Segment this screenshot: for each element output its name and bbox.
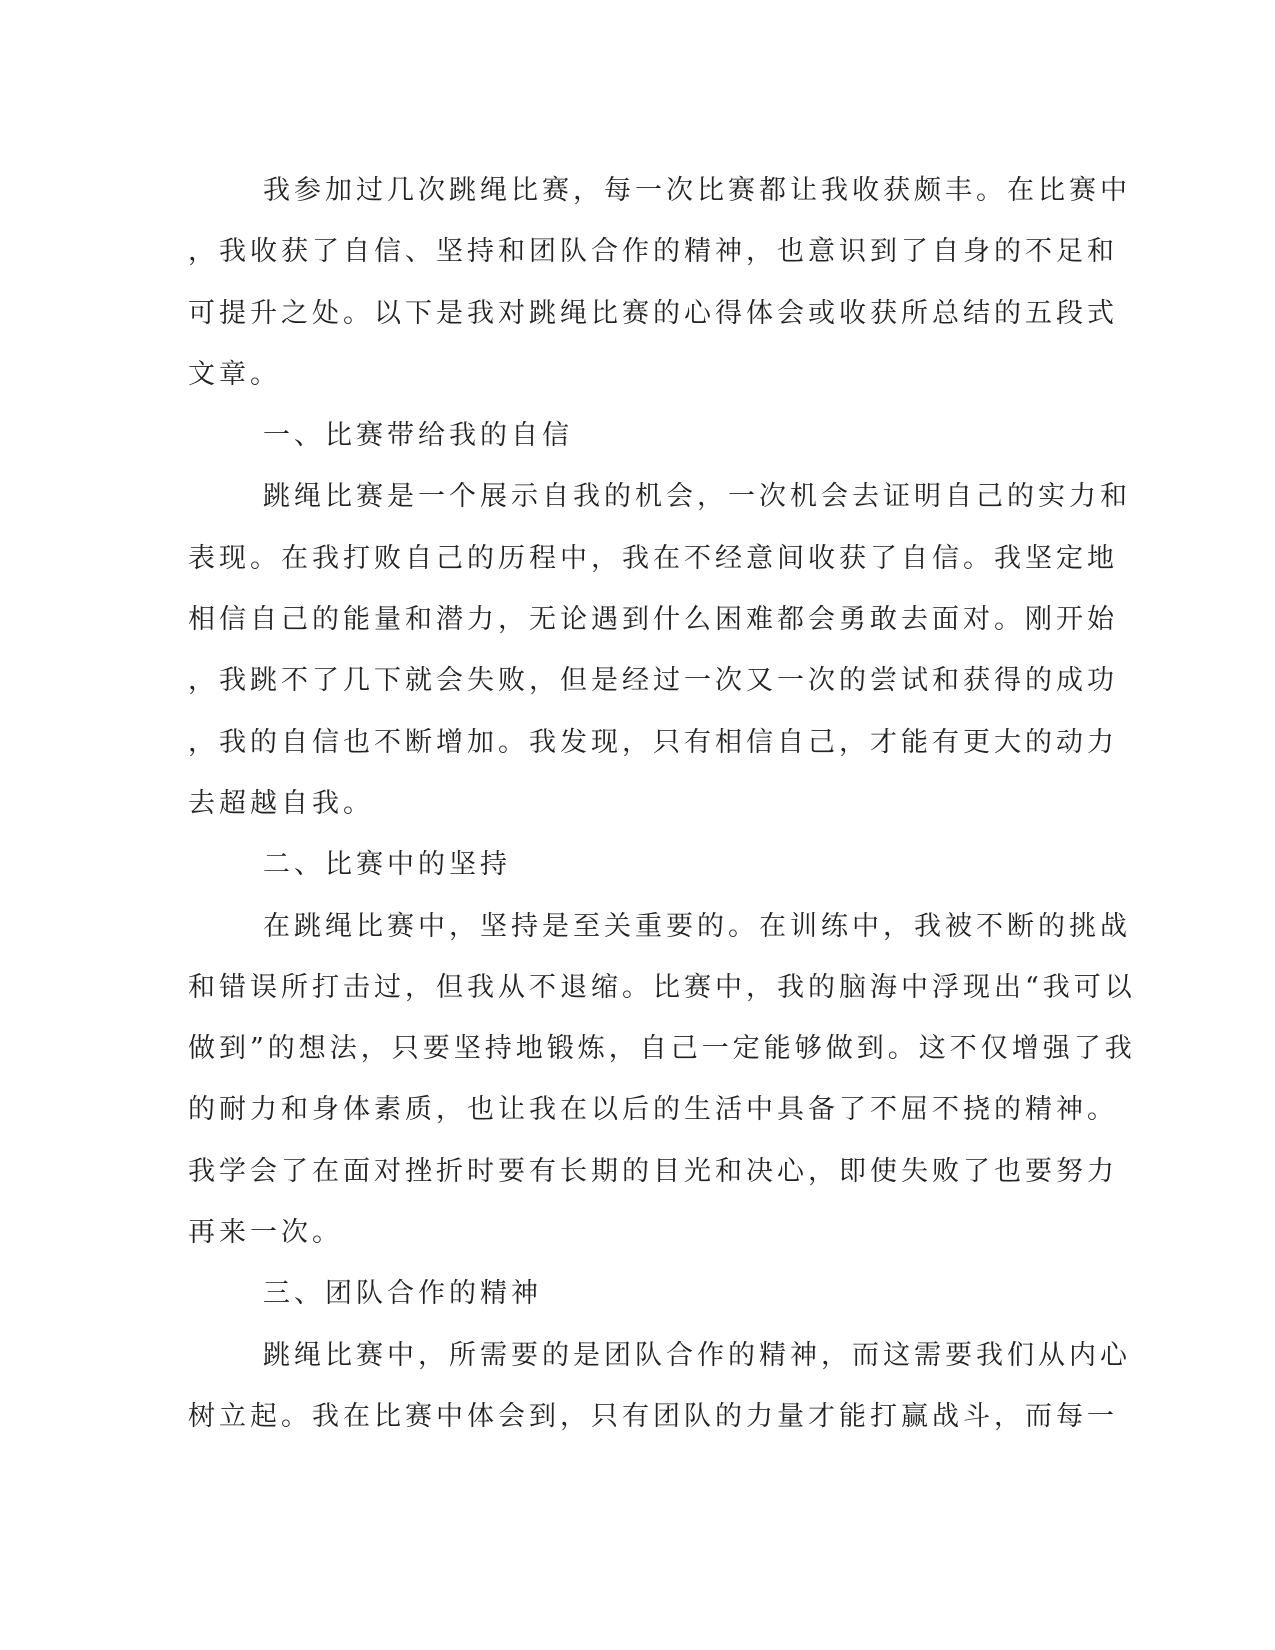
section-heading-1: 一、比赛带给我的自信 (263, 420, 573, 452)
section-2-paragraph-line: 做到”的想法，只要坚持地锻炼，自己一定能够做到。这不仅增强了我 (188, 1033, 1136, 1065)
section-1-paragraph-line: 去超越自我。 (188, 787, 374, 819)
section-3-paragraph-line: 跳绳比赛中，所需要的是团队合作的精神，而这需要我们从内心 (263, 1339, 1131, 1371)
section-2-paragraph-line: 我学会了在面对挫折时要有长期的目光和决心，即使失败了也要努力 (188, 1155, 1118, 1187)
section-3-paragraph-line: 树立起。我在比赛中体会到，只有团队的力量才能打赢战斗，而每一 (188, 1400, 1118, 1432)
intro-paragraph-line: 可提升之处。以下是我对跳绳比赛的心得体会或收获所总结的五段式 (188, 297, 1118, 329)
section-1-paragraph-line: 表现。在我打败自己的历程中，我在不经意间收获了自信。我坚定地 (188, 542, 1118, 574)
section-1-paragraph-line: ，我跳不了几下就会失败，但是经过一次又一次的尝试和获得的成功 (188, 665, 1118, 697)
section-heading-3: 三、团队合作的精神 (263, 1278, 542, 1310)
section-1-paragraph-line: ，我的自信也不断增加。我发现，只有相信自己，才能有更大的动力 (188, 726, 1118, 758)
section-2-paragraph-line: 和错误所打击过，但我从不退缩。比赛中，我的脑海中浮现出“我可以 (188, 971, 1136, 1003)
document-body (188, 160, 1136, 1447)
section-1-paragraph-line: 跳绳比赛是一个展示自我的机会，一次机会去证明自己的实力和 (263, 481, 1131, 513)
section-2-paragraph-line: 的耐力和身体素质，也让我在以后的生活中具备了不屈不挠的精神。 (188, 1094, 1118, 1126)
section-heading-2: 二、比赛中的坚持 (263, 849, 511, 881)
section-2-paragraph-line: 再来一次。 (188, 1217, 343, 1249)
intro-paragraph-line: 我参加过几次跳绳比赛，每一次比赛都让我收获颇丰。在比赛中 (263, 175, 1131, 206)
intro-paragraph-line: ，我收获了自信、坚持和团队合作的精神，也意识到了自身的不足和 (188, 236, 1118, 268)
section-2-paragraph-line: 在跳绳比赛中，坚持是至关重要的。在训练中，我被不断的挑战 (263, 910, 1131, 942)
section-1-paragraph-line: 相信自己的能量和潜力，无论遇到什么困难都会勇敢去面对。刚开始 (188, 604, 1118, 636)
intro-paragraph-line: 文章。 (188, 358, 281, 390)
